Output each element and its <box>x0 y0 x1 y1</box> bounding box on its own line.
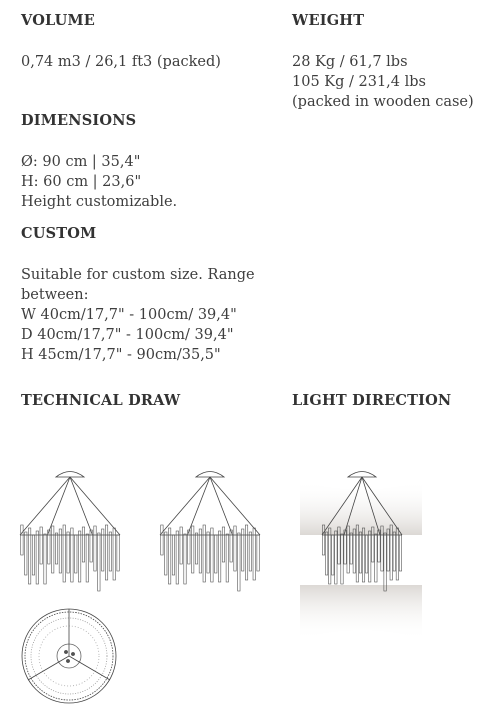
weight-line: (packed in wooden case) <box>292 94 474 110</box>
custom-line: W 40cm/17,7" - 100cm/ 39,4" <box>21 307 237 323</box>
volume-line: 0,74 m3 / 26,1 ft3 (packed) <box>21 54 221 70</box>
dimensions-line: Height customizable. <box>21 194 178 210</box>
dimensions-line: H: 60 cm | 23,6" <box>21 174 142 190</box>
custom-line: Suitable for custom size. Range <box>21 267 255 283</box>
custom-line: between: <box>21 287 89 303</box>
dimensions-heading: DIMENSIONS <box>21 112 137 129</box>
volume-heading: VOLUME <box>21 12 95 29</box>
custom-line: H 45cm/17,7" - 90cm/35,5" <box>21 347 221 363</box>
technical-draw-heading: TECHNICAL DRAW <box>21 392 181 409</box>
custom-heading: CUSTOM <box>21 225 97 242</box>
weight-line: 28 Kg / 61,7 lbs <box>292 54 408 70</box>
custom-line: D 40cm/17,7" - 100cm/ 39,4" <box>21 327 234 343</box>
weight-heading: WEIGHT <box>292 12 365 29</box>
light-direction-heading: LIGHT DIRECTION <box>292 392 452 409</box>
dimensions-line: Ø: 90 cm | 35,4" <box>21 154 141 170</box>
weight-line: 105 Kg / 231,4 lbs <box>292 74 426 90</box>
